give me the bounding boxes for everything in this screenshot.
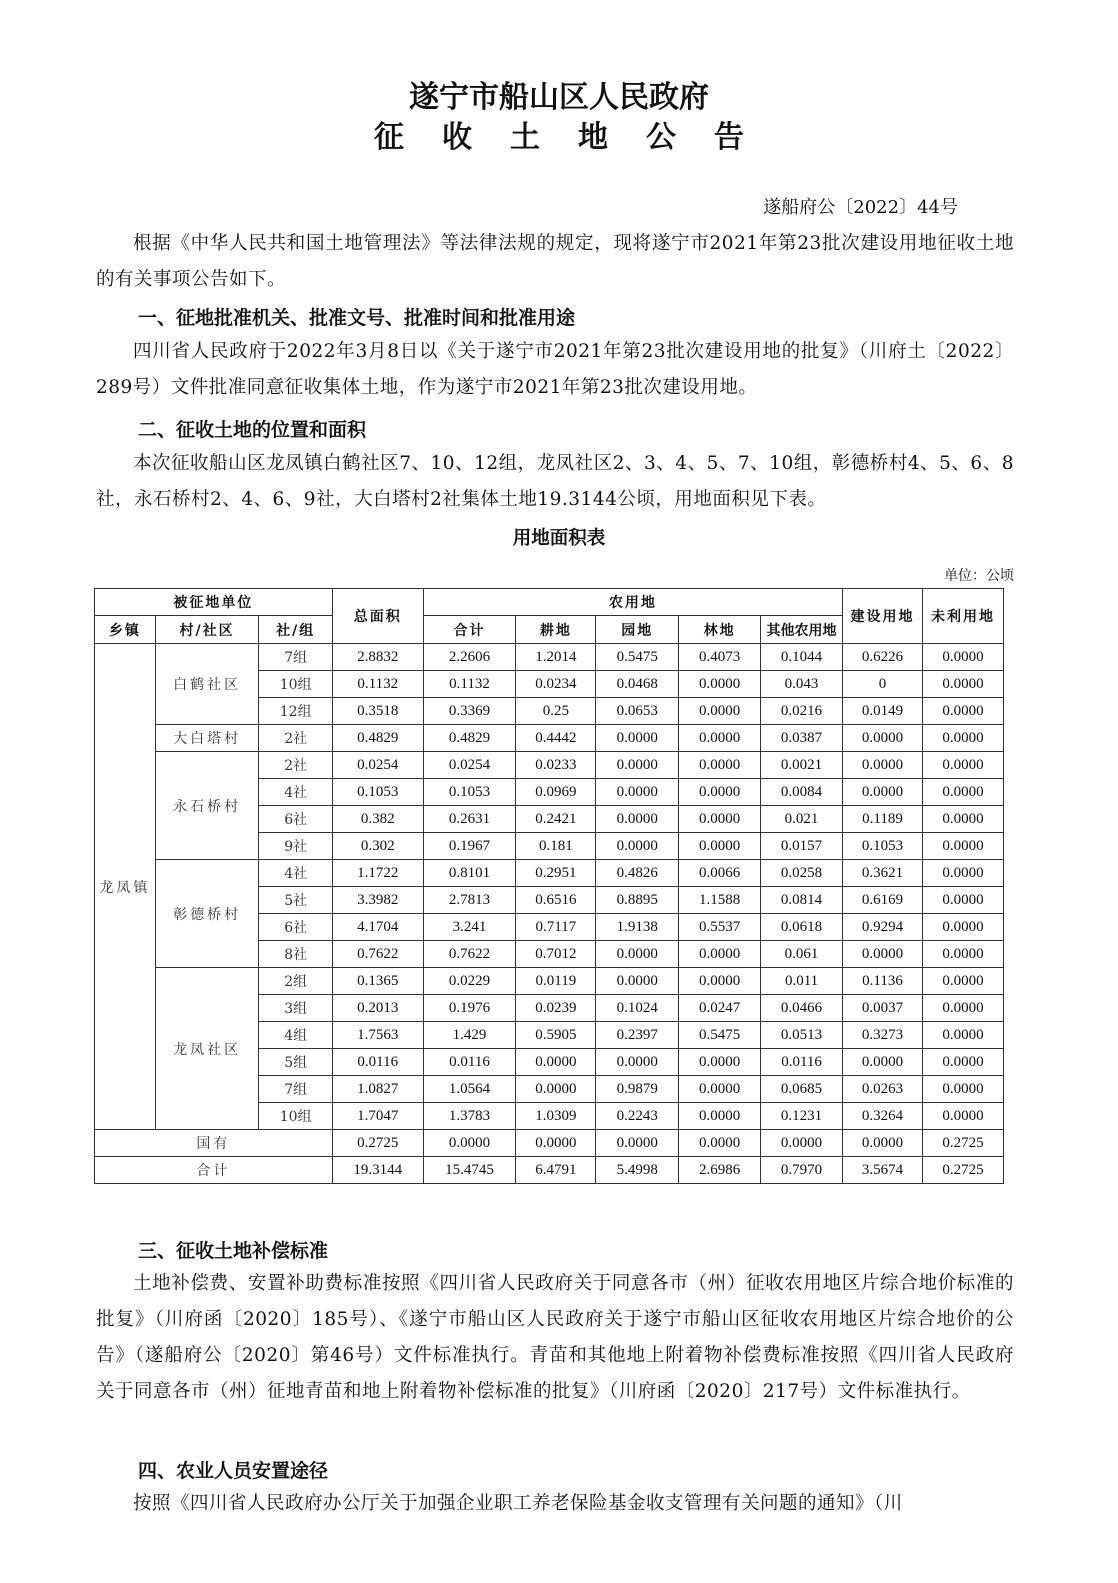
cell-unused: 0.0000 [922,860,1003,887]
cell-agri-sum: 1.429 [423,1022,516,1049]
cell-unused: 0.0000 [922,914,1003,941]
cell-total: 19.3144 [332,1157,423,1184]
cell-forest: 1.1588 [679,887,761,914]
cell-construction: 0.1136 [843,968,923,995]
table-title: 用地面积表 [512,528,606,549]
cell-group: 10组 [259,671,332,698]
cell-unused: 0.0000 [922,1049,1003,1076]
cell-unused: 0.0000 [922,995,1003,1022]
state-owned-row [95,1130,1004,1157]
total-row [95,1157,1004,1184]
cell-agri-sum: 2.7813 [423,887,516,914]
cell-arable: 0.0000 [516,1130,596,1157]
cell-total: 1.7563 [332,1022,423,1049]
cell-group: 2社 [259,725,332,752]
cell-arable: 0.4442 [516,725,596,752]
header-village: 村/社区 [155,616,259,644]
header-construction: 建设用地 [843,589,923,644]
cell-group: 10组 [259,1103,332,1130]
cell-total: 0.0254 [332,752,423,779]
table-row [95,644,1004,671]
cell-agri-sum: 0.1132 [423,671,516,698]
cell-agri-sum: 0.7622 [423,941,516,968]
cell-other-agri: 0.0466 [761,995,843,1022]
cell-construction: 0 [843,671,923,698]
cell-unused: 0.0000 [922,752,1003,779]
cell-other-agri: 0.0387 [761,725,843,752]
header-garden: 园地 [596,616,679,644]
cell-forest: 0.0000 [679,833,761,860]
cell-forest: 0.0000 [679,779,761,806]
cell-group: 6社 [259,914,332,941]
cell-total: 0.302 [332,833,423,860]
cell-unused: 0.0000 [922,725,1003,752]
cell-other-agri: 0.0685 [761,1076,843,1103]
cell-garden: 0.0000 [596,752,679,779]
cell-construction: 0.0000 [843,752,923,779]
cell-total: 0.1053 [332,779,423,806]
cell-garden: 0.0468 [596,671,679,698]
cell-unused: 0.0000 [922,887,1003,914]
cell-garden: 0.0000 [596,968,679,995]
cell-forest: 0.0247 [679,995,761,1022]
cell-other-agri: 0.0000 [761,1130,843,1157]
cell-construction: 0.0149 [843,698,923,725]
cell-arable: 0.7117 [516,914,596,941]
cell-row-label: 合计 [95,1157,333,1184]
cell-total: 0.1365 [332,968,423,995]
cell-arable: 0.2421 [516,806,596,833]
cell-construction: 0.0000 [843,1130,923,1157]
cell-forest: 0.0000 [679,671,761,698]
cell-construction: 0.0037 [843,995,923,1022]
cell-construction: 0.1053 [843,833,923,860]
cell-total: 1.0827 [332,1076,423,1103]
cell-other-agri: 0.0258 [761,860,843,887]
cell-arable: 1.2014 [516,644,596,671]
cell-unused: 0.0000 [922,833,1003,860]
intro-paragraph: 根据《中华人民共和国土地管理法》等法律法规的规定，现将遂宁市2021年第23批次建设用地征收土地的有关事项公告如下。 [96,233,1014,290]
cell-forest: 0.5537 [679,914,761,941]
cell-garden: 0.4826 [596,860,679,887]
cell-total: 0.7622 [332,941,423,968]
notice-title: 征收土地公告 [374,120,782,155]
cell-agri-sum: 0.0116 [423,1049,516,1076]
cell-construction: 0.0263 [843,1076,923,1103]
section-2-body: 本次征收船山区龙凤镇白鹤社区7、10、12组，龙凤社区2、3、4、5、7、10组，彰德桥村4、5、6、8社，永石桥村2、4、6、9社，大白塔村2社集体土地19.3144公顷，用地面积见下表。 [96,453,1014,510]
cell-construction: 0.0000 [843,779,923,806]
cell-arable: 0.0119 [516,968,596,995]
cell-total: 0.382 [332,806,423,833]
cell-forest: 0.0000 [679,698,761,725]
cell-forest: 0.0000 [679,806,761,833]
cell-other-agri: 0.1231 [761,1103,843,1130]
cell-other-agri: 0.0216 [761,698,843,725]
cell-unused: 0.0000 [922,779,1003,806]
cell-forest: 2.6986 [679,1157,761,1184]
cell-construction: 0.9294 [843,914,923,941]
cell-construction: 0.3264 [843,1103,923,1130]
cell-unused: 0.0000 [922,644,1003,671]
cell-agri-sum: 1.0564 [423,1076,516,1103]
cell-arable: 0.6516 [516,887,596,914]
table-unit: 单位：公顷 [944,568,1014,584]
cell-garden: 0.8895 [596,887,679,914]
cell-agri-sum: 0.3369 [423,698,516,725]
cell-unused: 0.0000 [922,968,1003,995]
cell-forest: 0.0000 [679,725,761,752]
header-arable: 耕地 [516,616,596,644]
cell-unused: 0.2725 [922,1130,1003,1157]
cell-village: 永石桥村 [155,752,259,860]
cell-agri-sum: 0.1967 [423,833,516,860]
cell-unused: 0.0000 [922,1022,1003,1049]
cell-other-agri: 0.0157 [761,833,843,860]
cell-agri-sum: 15.4745 [423,1157,516,1184]
section-3-body: 土地补偿费、安置补助费标准按照《四川省人民政府关于同意各市（州）征收农用地区片综合地价标准的批复》（川府函〔2020〕185号）、《遂宁市船山区人民政府关于遂宁市船山区征收农用地区片综合地价的公告》（遂船府公〔2020〕第46号）文件标准执行。青苗和其他地上附着物补偿费标准按照《四川省人民政府关于同意各市（州）征地青苗和地上附着物补偿标准的批复》（川府函〔2020〕217号）文件标准执行。 [96,1273,1014,1402]
cell-township: 龙凤镇 [95,644,156,1130]
cell-agri-sum: 0.2631 [423,806,516,833]
cell-arable: 0.0000 [516,1076,596,1103]
cell-construction: 0.1189 [843,806,923,833]
cell-total: 4.1704 [332,914,423,941]
cell-garden: 0.1024 [596,995,679,1022]
header-other-agri: 其他农用地 [761,616,843,644]
cell-group: 4社 [259,779,332,806]
cell-garden: 0.0000 [596,806,679,833]
cell-group: 3组 [259,995,332,1022]
header-agri-sum: 合计 [423,616,516,644]
cell-arable: 1.0309 [516,1103,596,1130]
cell-group: 8社 [259,941,332,968]
cell-village: 龙凤社区 [155,968,259,1130]
cell-row-label: 国有 [95,1130,333,1157]
section-1-body: 四川省人民政府于2022年3月8日以《关于遂宁市2021年第23批次建设用地的批复》（川府土〔2022〕289号）文件批准同意征收集体土地，作为遂宁市2021年第23批次建设用地。 [96,341,1014,398]
cell-garden: 0.2397 [596,1022,679,1049]
cell-other-agri: 0.043 [761,671,843,698]
header-unit-group: 被征地单位 [95,589,333,616]
cell-forest: 0.0000 [679,941,761,968]
cell-forest: 0.0000 [679,1049,761,1076]
cell-garden: 1.9138 [596,914,679,941]
cell-agri-sum: 0.0229 [423,968,516,995]
header-unused: 未利用地 [922,589,1003,644]
cell-arable: 0.5905 [516,1022,596,1049]
cell-garden: 0.9879 [596,1076,679,1103]
cell-group: 9社 [259,833,332,860]
cell-agri-sum: 0.1053 [423,779,516,806]
cell-garden: 0.0000 [596,725,679,752]
cell-other-agri: 0.1044 [761,644,843,671]
cell-group: 7组 [259,644,332,671]
cell-forest: 0.5475 [679,1022,761,1049]
cell-total: 0.4829 [332,725,423,752]
cell-unused: 0.0000 [922,941,1003,968]
cell-other-agri: 0.0513 [761,1022,843,1049]
table-row [95,860,1004,887]
cell-arable: 0.2951 [516,860,596,887]
document-number: 遂船府公〔2022〕44号 [763,197,958,218]
cell-arable: 0.7012 [516,941,596,968]
cell-construction: 0.3273 [843,1022,923,1049]
cell-other-agri: 0.0116 [761,1049,843,1076]
table-row [95,968,1004,995]
section-4-body: 按照《四川省人民政府办公厅关于加强企业职工养老保险基金收支管理有关问题的通知》（川 [133,1493,903,1514]
cell-group: 5社 [259,887,332,914]
cell-arable: 6.4791 [516,1157,596,1184]
header-township: 乡镇 [95,616,156,644]
cell-unused: 0.0000 [922,671,1003,698]
cell-construction: 0.0000 [843,941,923,968]
cell-other-agri: 0.011 [761,968,843,995]
cell-garden: 0.0000 [596,1130,679,1157]
cell-village: 彰德桥村 [155,860,259,968]
cell-arable: 0.25 [516,698,596,725]
cell-garden: 0.2243 [596,1103,679,1130]
cell-total: 1.7047 [332,1103,423,1130]
cell-total: 0.3518 [332,698,423,725]
cell-construction: 0.0000 [843,725,923,752]
header-agri: 农用地 [423,589,842,616]
cell-total: 0.1132 [332,671,423,698]
cell-other-agri: 0.0814 [761,887,843,914]
cell-other-agri: 0.021 [761,806,843,833]
cell-garden: 0.0653 [596,698,679,725]
cell-construction: 0.6226 [843,644,923,671]
table-row [95,752,1004,779]
cell-group: 2组 [259,968,332,995]
cell-group: 4组 [259,1022,332,1049]
cell-other-agri: 0.061 [761,941,843,968]
cell-unused: 0.0000 [922,1076,1003,1103]
cell-construction: 0.3621 [843,860,923,887]
cell-total: 1.1722 [332,860,423,887]
issuer-title: 遂宁市船山区人民政府 [409,80,709,115]
cell-arable: 0.0233 [516,752,596,779]
cell-village: 白鹤社区 [155,644,259,725]
cell-total: 3.3982 [332,887,423,914]
cell-group: 7组 [259,1076,332,1103]
cell-forest: 0.0066 [679,860,761,887]
cell-garden: 5.4998 [596,1157,679,1184]
section-3-heading: 三、征收土地补偿标准 [138,1240,329,1262]
cell-arable: 0.181 [516,833,596,860]
cell-agri-sum: 0.0254 [423,752,516,779]
cell-arable: 0.0000 [516,1049,596,1076]
cell-arable: 0.0234 [516,671,596,698]
cell-construction: 0.6169 [843,887,923,914]
cell-unused: 0.0000 [922,1103,1003,1130]
cell-forest: 0.0000 [679,1103,761,1130]
cell-arable: 0.0239 [516,995,596,1022]
cell-garden: 0.0000 [596,779,679,806]
header-group: 社/组 [259,616,332,644]
section-4-heading: 四、农业人员安置途径 [138,1460,329,1482]
header-total: 总面积 [332,589,423,644]
cell-other-agri: 0.0618 [761,914,843,941]
cell-agri-sum: 0.0000 [423,1130,516,1157]
table-row [95,725,1004,752]
table-body [95,644,1004,1184]
cell-total: 0.2013 [332,995,423,1022]
cell-village: 大白塔村 [155,725,259,752]
cell-other-agri: 0.7970 [761,1157,843,1184]
cell-garden: 0.0000 [596,941,679,968]
cell-unused: 0.0000 [922,806,1003,833]
cell-forest: 0.0000 [679,752,761,779]
cell-forest: 0.4073 [679,644,761,671]
cell-total: 2.8832 [332,644,423,671]
cell-agri-sum: 2.2606 [423,644,516,671]
land-area-table [94,588,1004,1184]
cell-total: 0.2725 [332,1130,423,1157]
cell-unused: 0.2725 [922,1157,1003,1184]
cell-garden: 0.0000 [596,1049,679,1076]
cell-garden: 0.0000 [596,833,679,860]
cell-group: 12组 [259,698,332,725]
cell-arable: 0.0969 [516,779,596,806]
section-2-heading: 二、征收土地的位置和面积 [138,419,367,441]
cell-construction: 3.5674 [843,1157,923,1184]
cell-other-agri: 0.0021 [761,752,843,779]
cell-agri-sum: 0.1976 [423,995,516,1022]
header-forest: 林地 [679,616,761,644]
cell-unused: 0.0000 [922,698,1003,725]
cell-agri-sum: 0.8101 [423,860,516,887]
cell-agri-sum: 3.241 [423,914,516,941]
cell-forest: 0.0000 [679,968,761,995]
cell-total: 0.0116 [332,1049,423,1076]
cell-agri-sum: 0.4829 [423,725,516,752]
cell-agri-sum: 1.3783 [423,1103,516,1130]
cell-group: 4社 [259,860,332,887]
section-1-heading: 一、征地批准机关、批准文号、批准时间和批准用途 [138,307,576,329]
cell-other-agri: 0.0084 [761,779,843,806]
cell-garden: 0.5475 [596,644,679,671]
cell-group: 2社 [259,752,332,779]
cell-group: 6社 [259,806,332,833]
cell-construction: 0.0000 [843,1049,923,1076]
cell-forest: 0.0000 [679,1130,761,1157]
cell-group: 5组 [259,1049,332,1076]
cell-forest: 0.0000 [679,1076,761,1103]
